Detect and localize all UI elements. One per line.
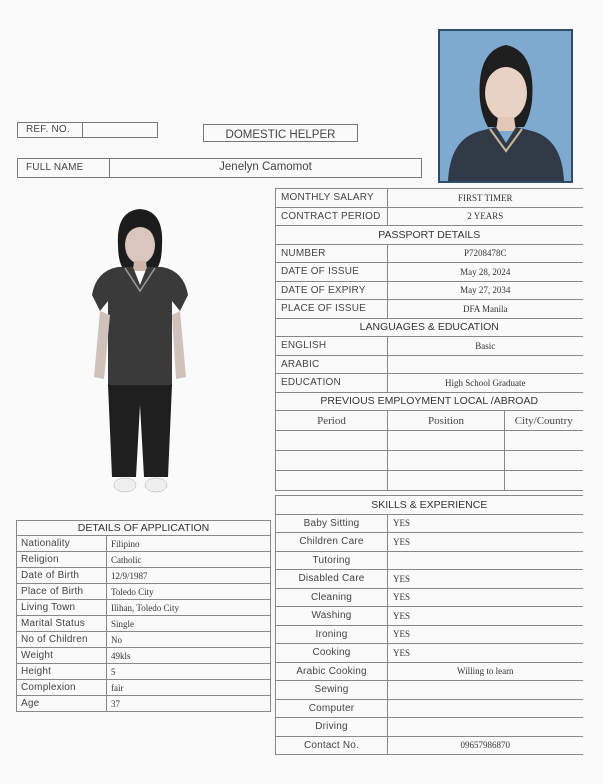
contact-label: Contact No. [276,736,388,755]
contact-row [276,736,583,755]
skill-value: Willing to learn [388,662,583,681]
education-value: High School Graduate [388,374,583,393]
skill-label: Tutoring [276,551,388,570]
employment-heading: PREVIOUS EMPLOYMENT LOCAL /ABROAD [276,392,583,411]
contract-row-period [276,207,583,226]
skill-row [276,514,583,533]
application-table [16,520,271,712]
employment-row [276,431,583,451]
employment-col-position: Position [388,411,505,431]
full-name-field [17,158,422,178]
full-name-value: Jenelyn Camomot [219,161,312,173]
skill-label: Cooking [276,644,388,663]
application-label: Height [17,664,107,680]
employment-table [275,411,583,491]
passport-heading: PASSPORT DETAILS [276,226,583,245]
skill-row [276,533,583,552]
application-row [17,600,271,616]
application-value: Ilihan, Toledo City [107,600,271,616]
passport-heading-row [276,226,583,245]
ref-no-label: REF. NO. [26,124,70,135]
skill-label: Arabic Cooking [276,662,388,681]
application-label: Complexion [17,680,107,696]
languages-heading: LANGUAGES & EDUCATION [276,318,583,337]
skill-label: Baby Sitting [276,514,388,533]
date-of-issue-label: DATE OF ISSUE [276,263,388,282]
application-value: Single [107,616,271,632]
application-row [17,536,271,552]
skill-label: Driving [276,718,388,737]
skill-row [276,625,583,644]
skill-value: YES [388,607,583,626]
monthly-salary-value: FIRST TIMER [388,189,583,208]
application-value: Catholic [107,552,271,568]
passport-row-place [276,300,583,319]
language-row-arabic [276,355,583,374]
application-label: Place of Birth [17,584,107,600]
application-value: No [107,632,271,648]
skill-row [276,662,583,681]
english-value: Basic [388,337,583,356]
application-label: No of Children [17,632,107,648]
contract-period-label: CONTRACT PERIOD [276,207,388,226]
skills-heading: SKILLS & EXPERIENCE [276,496,583,515]
skill-label: Computer [276,699,388,718]
application-label: Living Town [17,600,107,616]
employment-row [276,471,583,491]
skill-row [276,644,583,663]
skill-row [276,551,583,570]
application-row [17,552,271,568]
application-row [17,664,271,680]
full-name-label: FULL NAME [26,162,84,173]
employment-header-row [276,411,583,431]
skill-row [276,681,583,700]
contract-period-value: 2 YEARS [388,207,583,226]
full-body-photo [78,205,203,501]
skill-label: Sewing [276,681,388,700]
application-row [17,696,271,712]
application-row [17,632,271,648]
skill-value: YES [388,588,583,607]
right-details-panel [275,188,582,755]
skill-row [276,570,583,589]
passport-row-expiry [276,281,583,300]
passport-photo-portrait [440,31,571,181]
passport-row-issue [276,263,583,282]
skill-row [276,718,583,737]
skill-label: Washing [276,607,388,626]
application-value: 12/9/1987 [107,568,271,584]
skill-value [388,699,583,718]
passport-number-label: NUMBER [276,244,388,263]
skill-label: Cleaning [276,588,388,607]
skill-label: Disabled Care [276,570,388,589]
skill-row [276,607,583,626]
skill-label: Children Care [276,533,388,552]
skill-value: YES [388,625,583,644]
skill-label: Ironing [276,625,388,644]
contract-passport-table [275,188,583,411]
application-label: Weight [17,648,107,664]
document-title: DOMESTIC HELPER [225,129,336,141]
application-value: 49kls [107,648,271,664]
employment-heading-row [276,392,583,411]
skill-value: YES [388,570,583,589]
application-row [17,680,271,696]
date-of-expiry-label: DATE OF EXPIRY [276,281,388,300]
languages-heading-row [276,318,583,337]
monthly-salary-label: MONTHLY SALARY [276,189,388,208]
application-label: Nationality [17,536,107,552]
language-row-english [276,337,583,356]
passport-photo [438,29,573,183]
skill-value: YES [388,514,583,533]
application-row [17,648,271,664]
document-title-box [203,124,358,142]
application-value: 37 [107,696,271,712]
application-row [17,568,271,584]
application-value: 5 [107,664,271,680]
application-label: Religion [17,552,107,568]
application-row [17,616,271,632]
place-of-issue-label: PLACE OF ISSUE [276,300,388,319]
language-row-education [276,374,583,393]
application-label: Marital Status [17,616,107,632]
application-label: Age [17,696,107,712]
ref-no-field [17,122,158,138]
skill-value: YES [388,644,583,663]
application-value: Filipino [107,536,271,552]
date-of-expiry-value: May 27, 2034 [388,281,583,300]
education-label: EDUCATION [276,374,388,393]
application-heading: DETAILS OF APPLICATION [17,521,271,536]
skill-value: YES [388,533,583,552]
application-details-panel [16,520,270,712]
application-heading-row [17,521,271,536]
date-of-issue-value: May 28, 2024 [388,263,583,282]
application-row [17,584,271,600]
application-value: fair [107,680,271,696]
skills-heading-row [276,496,583,515]
skill-value [388,718,583,737]
contact-value: 09657986870 [388,736,583,755]
passport-row-number [276,244,583,263]
employment-col-city: City/Country [505,411,583,431]
employment-row [276,451,583,471]
skill-value [388,681,583,700]
full-body-figure [78,205,203,501]
skill-row [276,699,583,718]
arabic-value [388,355,583,374]
ref-no-divider [82,123,83,137]
place-of-issue-value: DFA Manila [388,300,583,319]
passport-number-value: P7208478C [388,244,583,263]
application-value: Toledo City [107,584,271,600]
arabic-label: ARABIC [276,355,388,374]
skill-value [388,551,583,570]
english-label: ENGLISH [276,337,388,356]
employment-col-period: Period [276,411,388,431]
skill-row [276,588,583,607]
skills-table [275,495,583,755]
application-label: Date of Birth [17,568,107,584]
contract-row-salary [276,189,583,208]
